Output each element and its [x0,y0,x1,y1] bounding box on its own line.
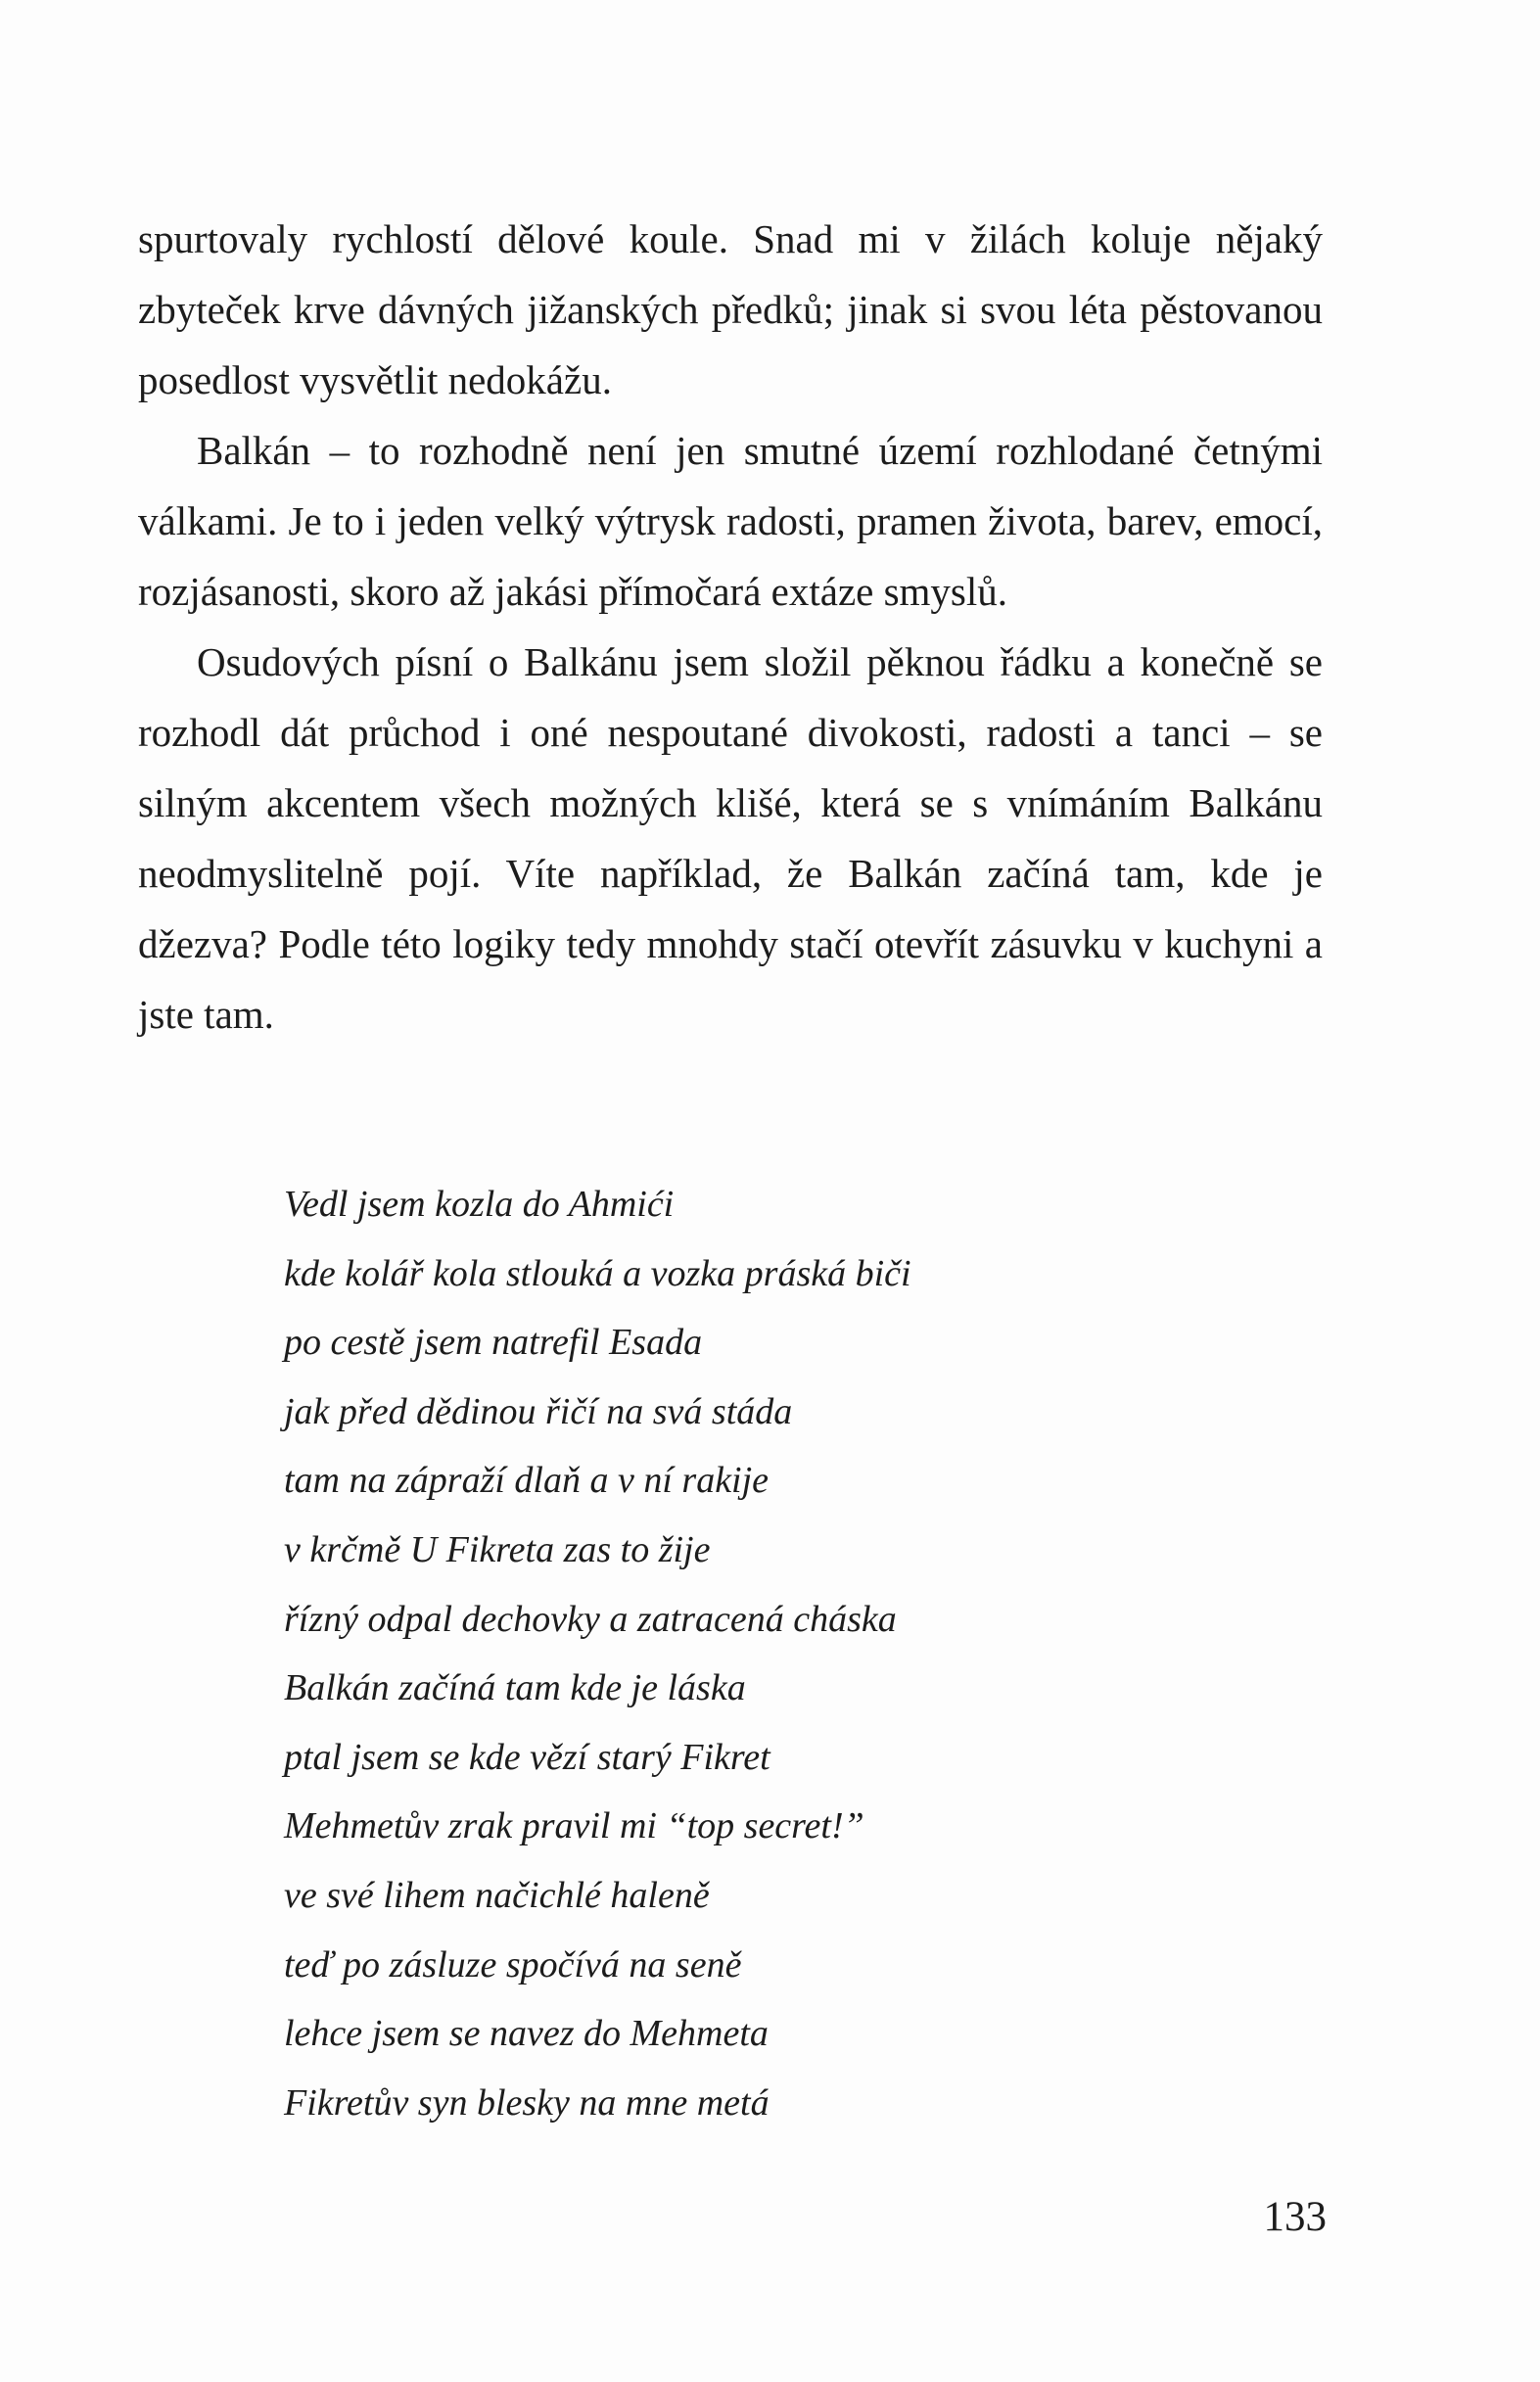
poem-line: ptal jsem se kde vězí starý Fikret [284,1736,770,1778]
poem-line: v krčmě U Fikreta zas to žije [284,1528,711,1570]
paragraph-3: Osudových písní o Balkánu jsem složil pěknou řádku a konečně se rozhodl dát průchod i oné nespoutané divokosti, radosti a tanci – se silným akcentem všech možných klišé, která se s vnímáním Balkánu neodmyslitelně pojí. Víte například, že Balkán začíná tam, kde je džezva? Podle této logiky tedy mnohdy stačí otevřít zásuvku v kuchyni a jste tam. [138,639,1323,1037]
poem-line: po cestě jsem natrefil Esada [284,1322,703,1364]
poem-line: teď po zásluze spočívá na seně [284,1943,742,1985]
prose-text [138,204,1323,1050]
poem-line: kde kolář kola stlouká a vozka práská biči [284,1252,911,1294]
poem-line: ve své lihem načichlé haleně [284,1874,710,1916]
poem-line: Fikretův syn blesky na mne metá [284,2081,770,2124]
poem-line: řízný odpal dechovky a zatracená cháska [284,1598,897,1640]
paragraph-1: spurtovaly rychlostí dělové koule. Snad mi v žilách koluje nějaký zbyteček krve dávných jižanských předků; jinak si svou léta pěstovanou posedlost vysvětlit nedokážu. [138,216,1323,402]
paragraph-2: Balkán – to rozhodně není jen smutné území rozhlodané četnými válkami. Je to i jeden velký výtrysk radosti, pramen života, barev, emocí, rozjásanosti, skoro až jakási přímočará extáze smyslů. [138,428,1323,614]
poem-line: tam na zápraží dlaň a v ní rakije [284,1460,770,1502]
poem-line: Mehmetův zrak pravil mi “top secret!” [284,1805,864,1847]
poem [284,1170,911,2137]
poem-line: lehce jsem se navez do Mehmeta [284,2013,769,2055]
poem-line: Balkán začíná tam kde je láska [284,1667,746,1709]
page-number: 133 [1263,2194,1327,2240]
poem-line: Vedl jsem kozla do Ahmići [284,1184,675,1225]
poem-line: jak před dědinou řičí na svá stáda [284,1390,793,1432]
